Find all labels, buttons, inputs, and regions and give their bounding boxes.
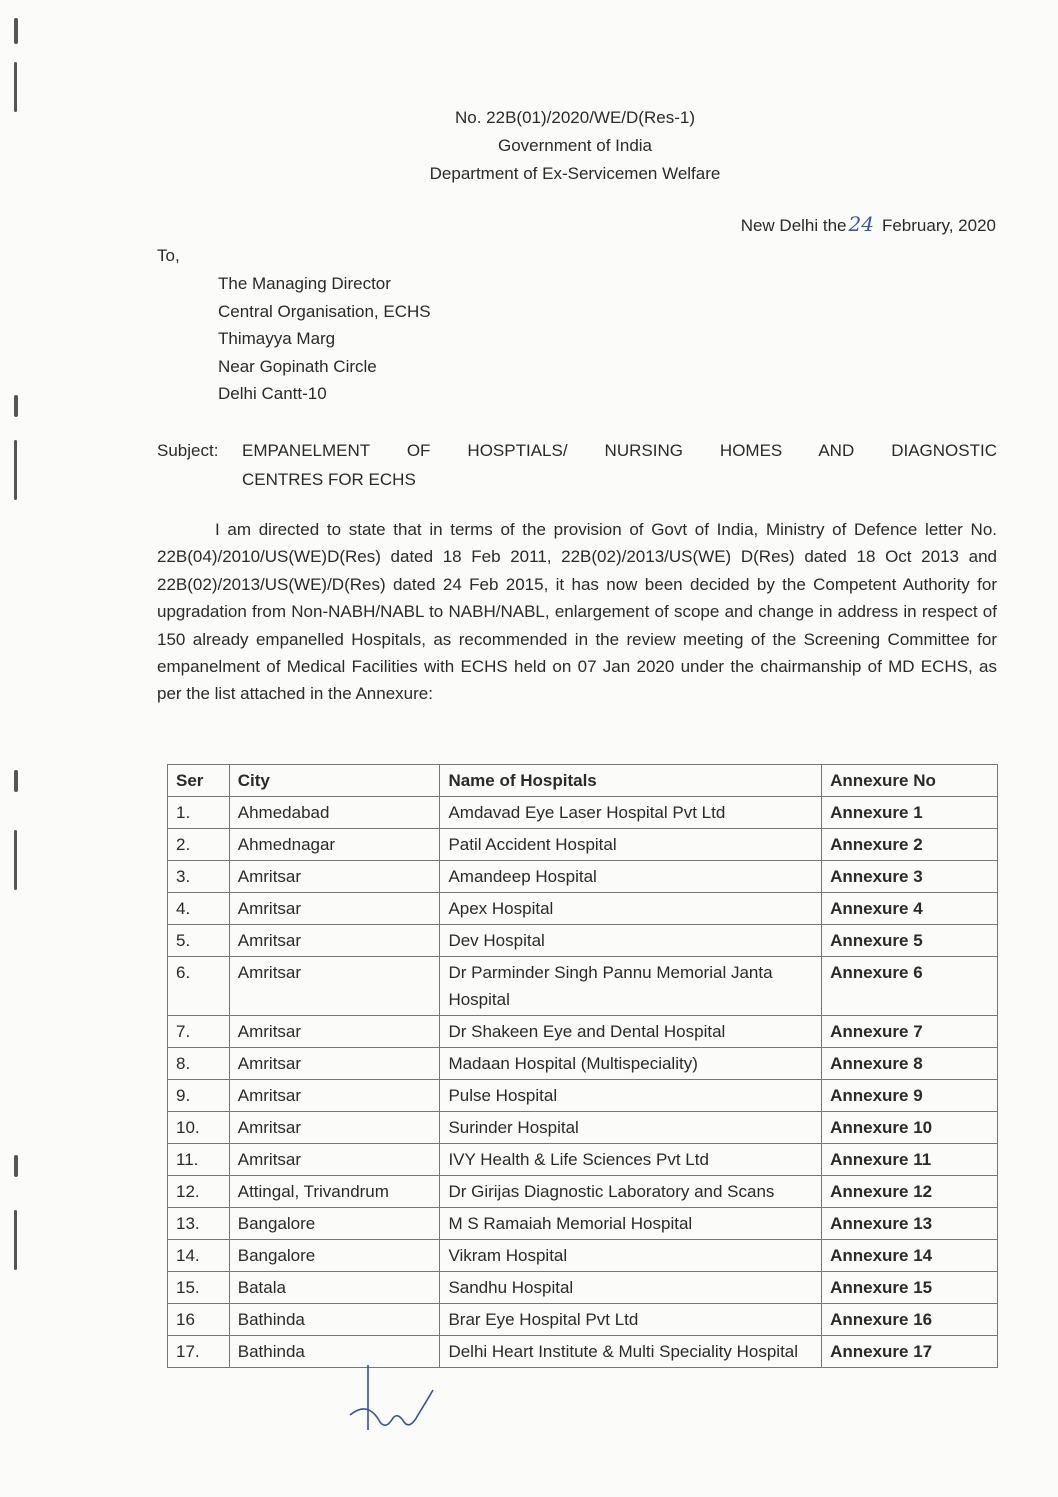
cell-hospital-name: M S Ramaiah Memorial Hospital [440, 1208, 822, 1240]
cell-ser: 7. [168, 1016, 230, 1048]
cell-annexure: Annexure 8 [822, 1048, 998, 1080]
table-row [168, 1240, 998, 1272]
cell-ser: 10. [168, 1112, 230, 1144]
cell-city: Bathinda [229, 1336, 440, 1368]
scan-mark [14, 1210, 17, 1270]
cell-city: Bangalore [229, 1240, 440, 1272]
cell-annexure: Annexure 6 [822, 957, 998, 1016]
cell-ser: 4. [168, 893, 230, 925]
scan-mark [14, 770, 18, 792]
cell-hospital-name: Dr Parminder Singh Pannu Memorial Janta Hospital [440, 957, 822, 1016]
cell-hospital-name: Brar Eye Hospital Pvt Ltd [440, 1304, 822, 1336]
subject-label: Subject: [157, 441, 219, 460]
header-city: City [229, 765, 440, 797]
table-row [168, 1016, 998, 1048]
cell-city: Amritsar [229, 1016, 440, 1048]
cell-annexure: Annexure 2 [822, 829, 998, 861]
table-row [168, 1112, 998, 1144]
table-row [168, 957, 998, 1016]
cell-annexure: Annexure 10 [822, 1112, 998, 1144]
cell-city: Amritsar [229, 893, 440, 925]
department-name: Department of Ex-Servicemen Welfare [429, 164, 721, 183]
table-row [168, 797, 998, 829]
cell-city: Batala [229, 1272, 440, 1304]
scan-mark [14, 18, 18, 44]
cell-ser: 14. [168, 1240, 230, 1272]
cell-annexure: Annexure 16 [822, 1304, 998, 1336]
government-name: Government of India [497, 136, 653, 155]
scan-mark [14, 830, 17, 890]
reference-number: No. 22B(01)/2020/WE/D(Res-1) [455, 108, 695, 127]
table-row [168, 1304, 998, 1336]
cell-annexure: Annexure 13 [822, 1208, 998, 1240]
scan-mark [14, 1155, 18, 1177]
cell-hospital-name: Patil Accident Hospital [440, 829, 822, 861]
cell-ser: 13. [168, 1208, 230, 1240]
handwritten-day: 24 [848, 212, 874, 236]
cell-ser: 6. [168, 957, 230, 1016]
cell-city: Amritsar [229, 925, 440, 957]
cell-city: Amritsar [229, 861, 440, 893]
subject-block [157, 436, 997, 489]
cell-hospital-name: Surinder Hospital [440, 1112, 822, 1144]
cell-hospital-name: Dr Shakeen Eye and Dental Hospital [440, 1016, 822, 1048]
table-row [168, 925, 998, 957]
cell-ser: 11. [168, 1144, 230, 1176]
cell-annexure: Annexure 11 [822, 1144, 998, 1176]
addressee-line: Central Organisation, ECHS [218, 301, 431, 321]
cell-city: Bathinda [229, 1304, 440, 1336]
cell-ser: 2. [168, 829, 230, 861]
cell-city: Amritsar [229, 957, 440, 1016]
table-row [168, 1048, 998, 1080]
dateline-month-year: February, 2020 [881, 216, 996, 235]
hospital-table [167, 764, 998, 1368]
cell-city: Ahmedabad [229, 797, 440, 829]
cell-city: Amritsar [229, 1144, 440, 1176]
cell-hospital-name: Dev Hospital [440, 925, 822, 957]
addressee-line: The Managing Director [218, 274, 391, 293]
cell-city: Amritsar [229, 1080, 440, 1112]
table-row [168, 829, 998, 861]
cell-annexure: Annexure 3 [822, 861, 998, 893]
cell-hospital-name: Apex Hospital [440, 893, 822, 925]
cell-annexure: Annexure 9 [822, 1080, 998, 1112]
cell-hospital-name: IVY Health & Life Sciences Pvt Ltd [440, 1144, 822, 1176]
cell-annexure: Annexure 7 [822, 1016, 998, 1048]
cell-hospital-name: Pulse Hospital [440, 1080, 822, 1112]
table-row [168, 1144, 998, 1176]
cell-annexure: Annexure 5 [822, 925, 998, 957]
dateline-prefix: New Delhi the [740, 216, 847, 235]
cell-ser: 8. [168, 1048, 230, 1080]
table-row [168, 1176, 998, 1208]
cell-city: Amritsar [229, 1112, 440, 1144]
header-ser: Ser [168, 765, 230, 797]
cell-hospital-name: Sandhu Hospital [440, 1272, 822, 1304]
header-annexure: Annexure No [822, 765, 998, 797]
cell-annexure: Annexure 12 [822, 1176, 998, 1208]
cell-annexure: Annexure 17 [822, 1336, 998, 1368]
cell-annexure: Annexure 1 [822, 797, 998, 829]
cell-hospital-name: Amdavad Eye Laser Hospital Pvt Ltd [440, 797, 822, 829]
table-row [168, 1080, 998, 1112]
addressee-line: Delhi Cantt-10 [218, 384, 327, 403]
cell-city: Attingal, Trivandrum [229, 1176, 440, 1208]
cell-ser: 1. [168, 797, 230, 829]
cell-annexure: Annexure 14 [822, 1240, 998, 1272]
cell-hospital-name: Dr Girijas Diagnostic Laboratory and Scans [440, 1176, 822, 1208]
cell-hospital-name: Delhi Heart Institute & Multi Speciality Hospital [440, 1336, 822, 1368]
scan-mark [14, 395, 18, 417]
table-row [168, 893, 998, 925]
cell-ser: 12. [168, 1176, 230, 1208]
scan-mark [14, 440, 17, 500]
cell-ser: 9. [168, 1080, 230, 1112]
table-row [168, 1336, 998, 1368]
scan-mark [14, 62, 17, 112]
dateline [741, 212, 996, 236]
cell-city: Bangalore [229, 1208, 440, 1240]
table-header-row [168, 765, 998, 797]
header-hospital-name: Name of Hospitals [440, 765, 822, 797]
table-row [168, 1272, 998, 1304]
cell-hospital-name: Amandeep Hospital [440, 861, 822, 893]
cell-city: Ahmednagar [229, 829, 440, 861]
addressee-line: Thimayya Marg [218, 329, 336, 348]
signature [338, 1360, 438, 1440]
cell-annexure: Annexure 4 [822, 893, 998, 925]
cell-ser: 5. [168, 925, 230, 957]
table-row [168, 861, 998, 893]
addressee-block [218, 270, 431, 408]
to-label: To, [157, 246, 180, 265]
body-paragraph: I am directed to state that in terms of the provision of Govt of India, Ministry of Defence letter No. 22B(04)/2010/US(WE)D(Res) dated 18 Feb 2011, 22B(02)/2013/US(WE) D(Res) dated 18 Oct 2013 and 22B(02)/2013/US(WE)/D(Res) dated 24 Feb 2015, it has now been decided by the Competent Authority for upgradation from Non-NABH/NABL to NABH/NABL, enlargement of scope and change in address in respect of 150 already empanelled Hospitals, as recommended in the review meeting of the Screening Committee for empanelment of Medical Facilities with ECHS held on 07 Jan 2020 under the chairmanship of MD ECHS, as per the list attached in the Annexure: [157, 520, 997, 704]
subject-line-1: EMPANELMENT OF HOSPTIALS/ NURSING HOMES AND DIAGNOSTIC [242, 441, 997, 460]
cell-ser: 16 [168, 1304, 230, 1336]
cell-ser: 17. [168, 1336, 230, 1368]
cell-hospital-name: Vikram Hospital [440, 1240, 822, 1272]
cell-ser: 15. [168, 1272, 230, 1304]
cell-city: Amritsar [229, 1048, 440, 1080]
subject-line-2: CENTRES FOR ECHS [242, 470, 416, 489]
cell-hospital-name: Madaan Hospital (Multispeciality) [440, 1048, 822, 1080]
addressee-line: Near Gopinath Circle [218, 356, 377, 376]
letter-header [330, 104, 820, 188]
cell-annexure: Annexure 15 [822, 1272, 998, 1304]
table-row [168, 1208, 998, 1240]
cell-ser: 3. [168, 861, 230, 893]
